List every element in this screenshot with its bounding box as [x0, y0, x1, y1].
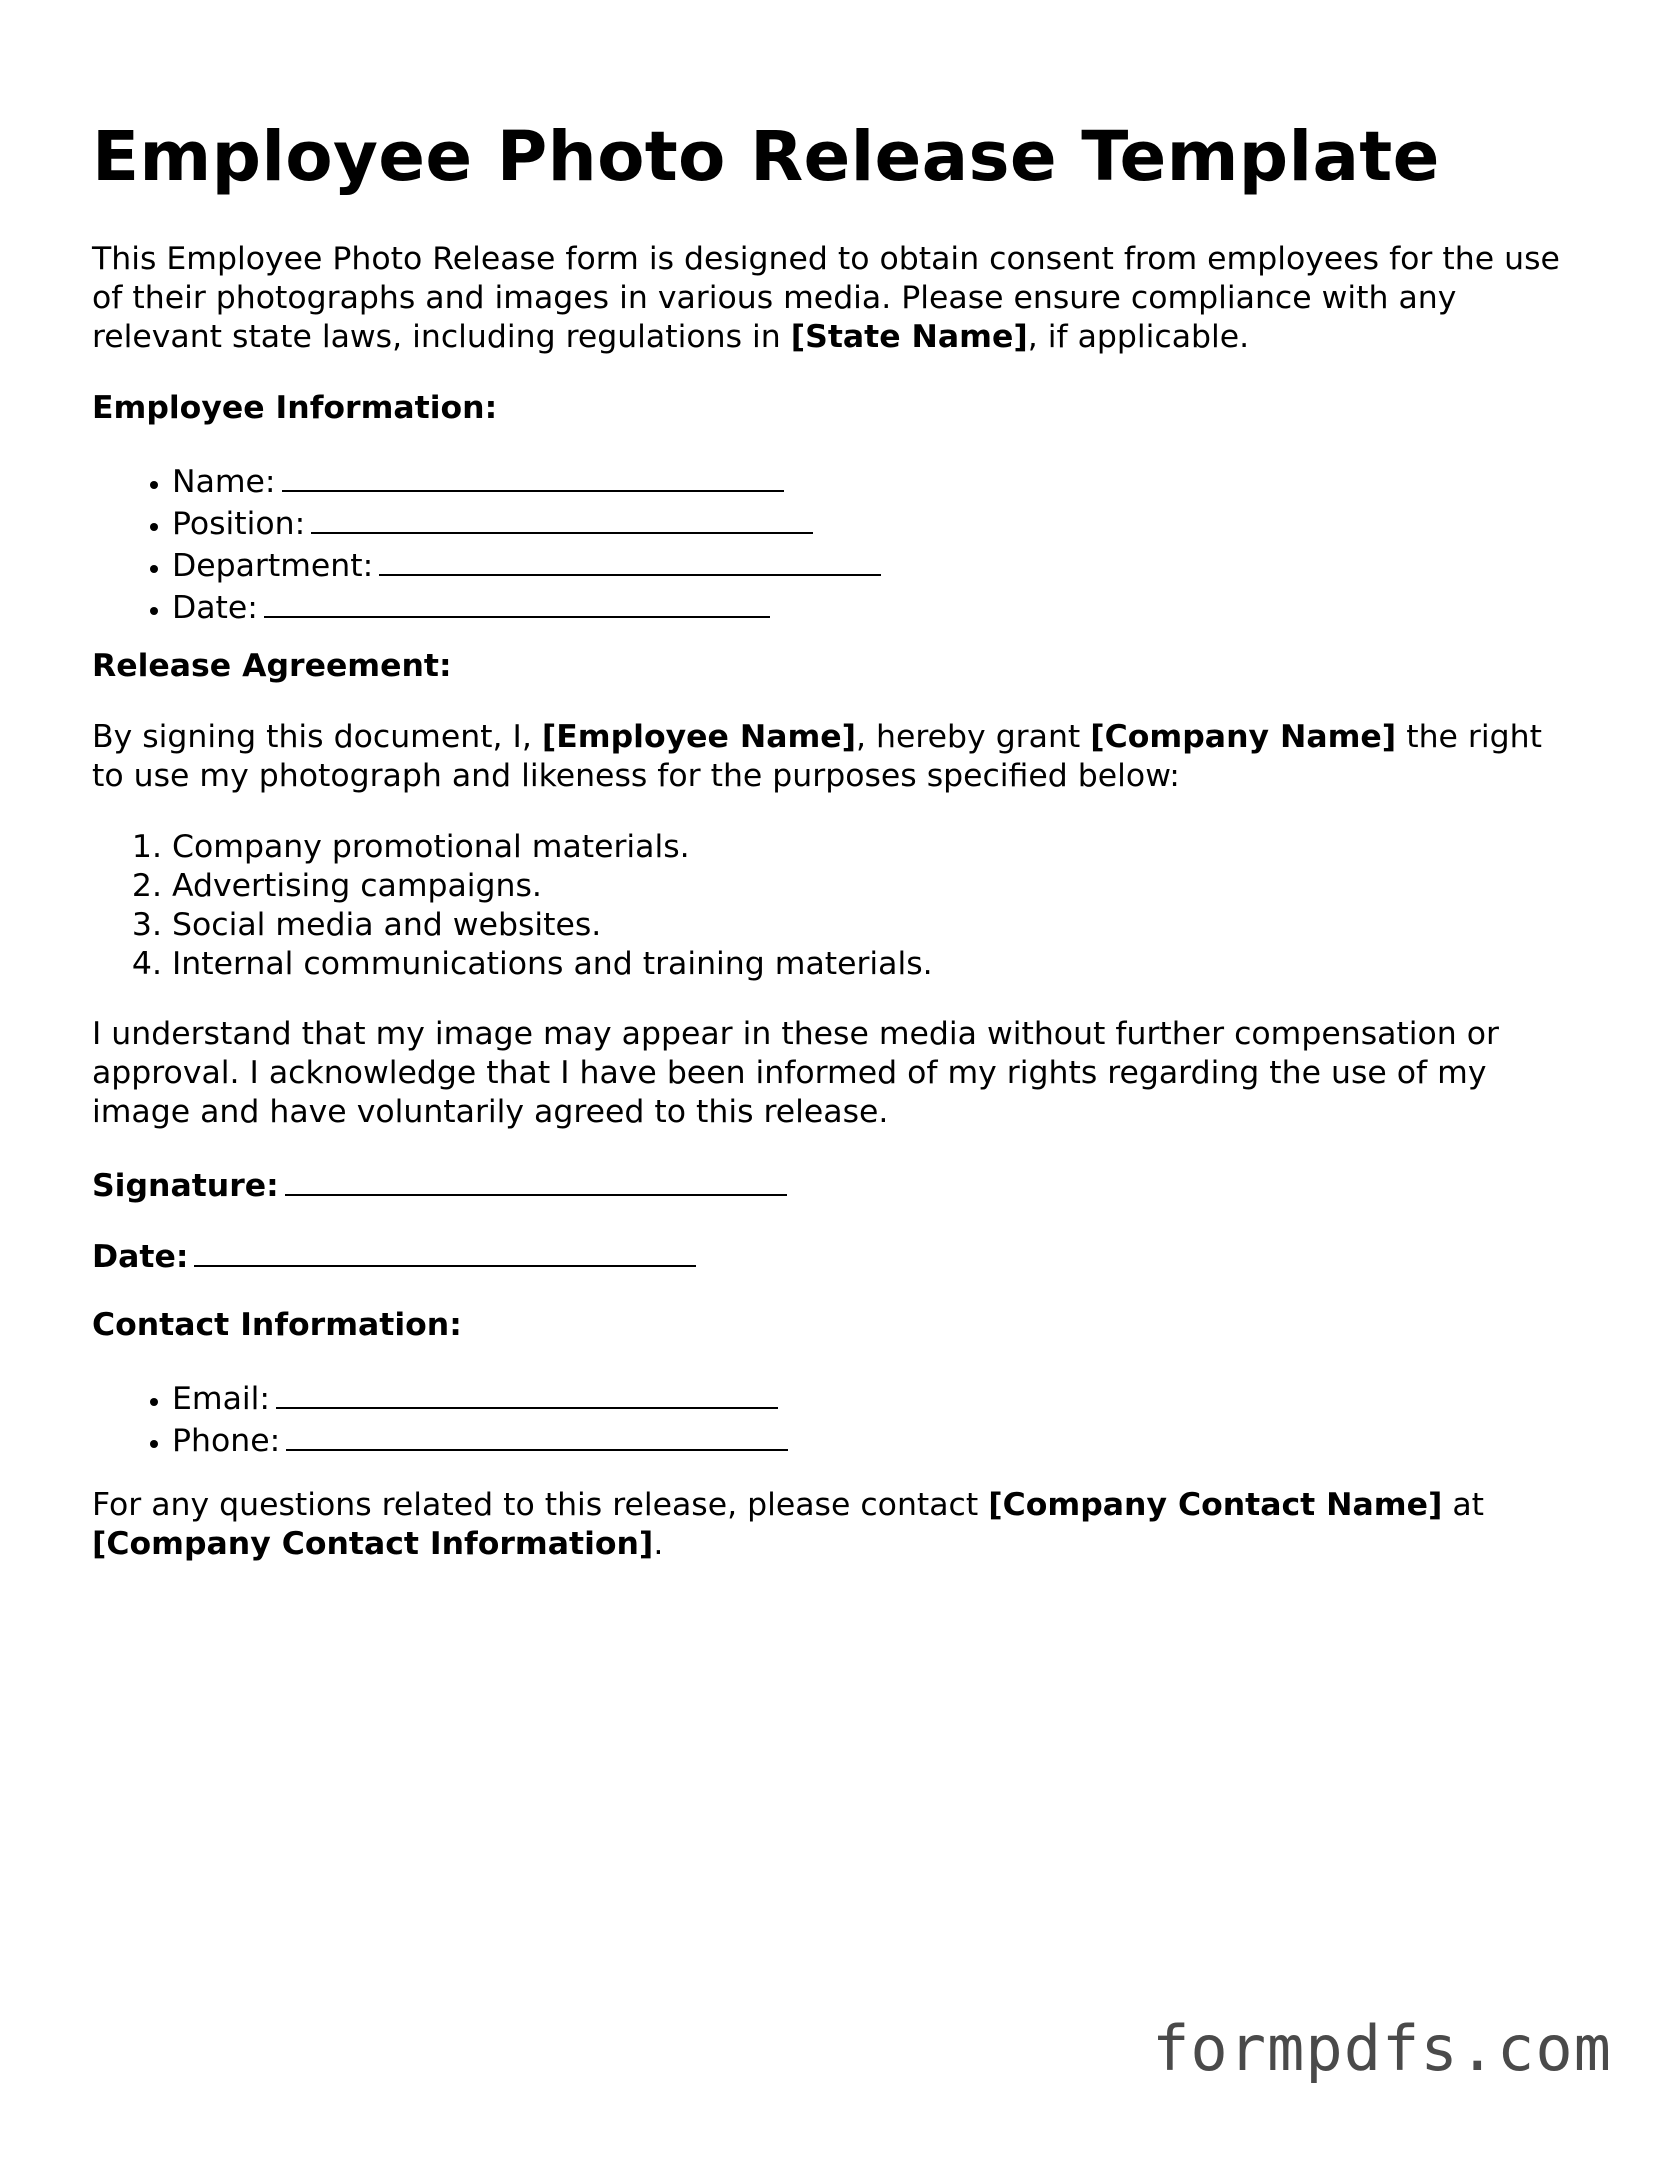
department-blank-line[interactable] — [379, 544, 881, 576]
position-blank-line[interactable] — [311, 502, 813, 534]
list-item — [172, 1377, 1492, 1419]
release-text-1: By signing this document, I, — [92, 719, 542, 755]
list-item: 4. Internal communications and training materials. — [172, 945, 1492, 984]
list-item — [172, 586, 1492, 628]
release-agreement-paragraph — [92, 718, 1582, 796]
page-title: Employee Photo Release Template — [92, 117, 1440, 197]
intro-text-2: , if applicable. — [1027, 319, 1250, 355]
state-name-placeholder: [State Name] — [790, 319, 1028, 355]
phone-blank-line[interactable] — [286, 1419, 788, 1451]
contact-name-placeholder: [Company Contact Name] — [988, 1487, 1443, 1523]
release-text-2: , hereby grant — [856, 719, 1091, 755]
signature-row — [92, 1164, 787, 1206]
contact-information-placeholder: [Company Contact Information] — [92, 1526, 654, 1562]
footer-text-2: at — [1442, 1487, 1485, 1523]
contact-info-list — [92, 1377, 1492, 1461]
email-label: Email: — [172, 1381, 271, 1417]
list-item — [172, 544, 1492, 586]
watermark-text: formpdfs.com — [1152, 2012, 1612, 2085]
date-label: Date: — [172, 590, 258, 626]
list-item — [172, 460, 1492, 502]
employee-info-list — [92, 460, 1492, 628]
phone-label: Phone: — [172, 1423, 281, 1459]
release-agreement-heading: Release Agreement: — [92, 648, 452, 684]
footer-paragraph — [92, 1486, 1582, 1564]
signature-date-row — [92, 1235, 696, 1277]
company-name-placeholder: [Company Name] — [1090, 719, 1397, 755]
list-item: 2. Advertising campaigns. — [172, 867, 1492, 906]
list-item — [172, 502, 1492, 544]
acknowledgment-paragraph: I understand that my image may appear in these media without further compensation or approval. I acknowledge that I have been informed of my rights regarding the use of my image and have voluntarily agreed to this release. — [92, 1016, 1499, 1130]
name-label: Name: — [172, 464, 276, 500]
intro-text-1: This Employee Photo Release form is designed to obtain consent from employees for the use of their photographs and images in various media. Please ensure compliance with any relevant state laws, including regulations in — [92, 241, 1560, 355]
purposes-list — [92, 828, 1492, 984]
list-item — [172, 1419, 1492, 1461]
signature-label: Signature: — [92, 1168, 279, 1204]
signature-date-label: Date: — [92, 1239, 189, 1275]
date-blank-line[interactable] — [264, 586, 770, 618]
name-blank-line[interactable] — [282, 460, 784, 492]
signature-date-blank-line[interactable] — [194, 1235, 696, 1267]
list-item: 3. Social media and websites. — [172, 906, 1492, 945]
footer-text-1: For any questions related to this release, please contact — [92, 1487, 989, 1523]
intro-paragraph — [92, 240, 1582, 357]
employee-info-heading: Employee Information: — [92, 390, 498, 426]
signature-blank-line[interactable] — [285, 1164, 787, 1196]
department-label: Department: — [172, 548, 374, 584]
footer-text-3: . — [653, 1526, 664, 1562]
list-item: 1. Company promotional materials. — [172, 828, 1492, 867]
employee-name-placeholder: [Employee Name] — [541, 719, 857, 755]
position-label: Position: — [172, 506, 306, 542]
email-blank-line[interactable] — [276, 1377, 778, 1409]
release-text-3: the right to use my photograph and likeness for the purposes specified below: — [92, 719, 1542, 794]
contact-info-heading: Contact Information: — [92, 1307, 462, 1343]
